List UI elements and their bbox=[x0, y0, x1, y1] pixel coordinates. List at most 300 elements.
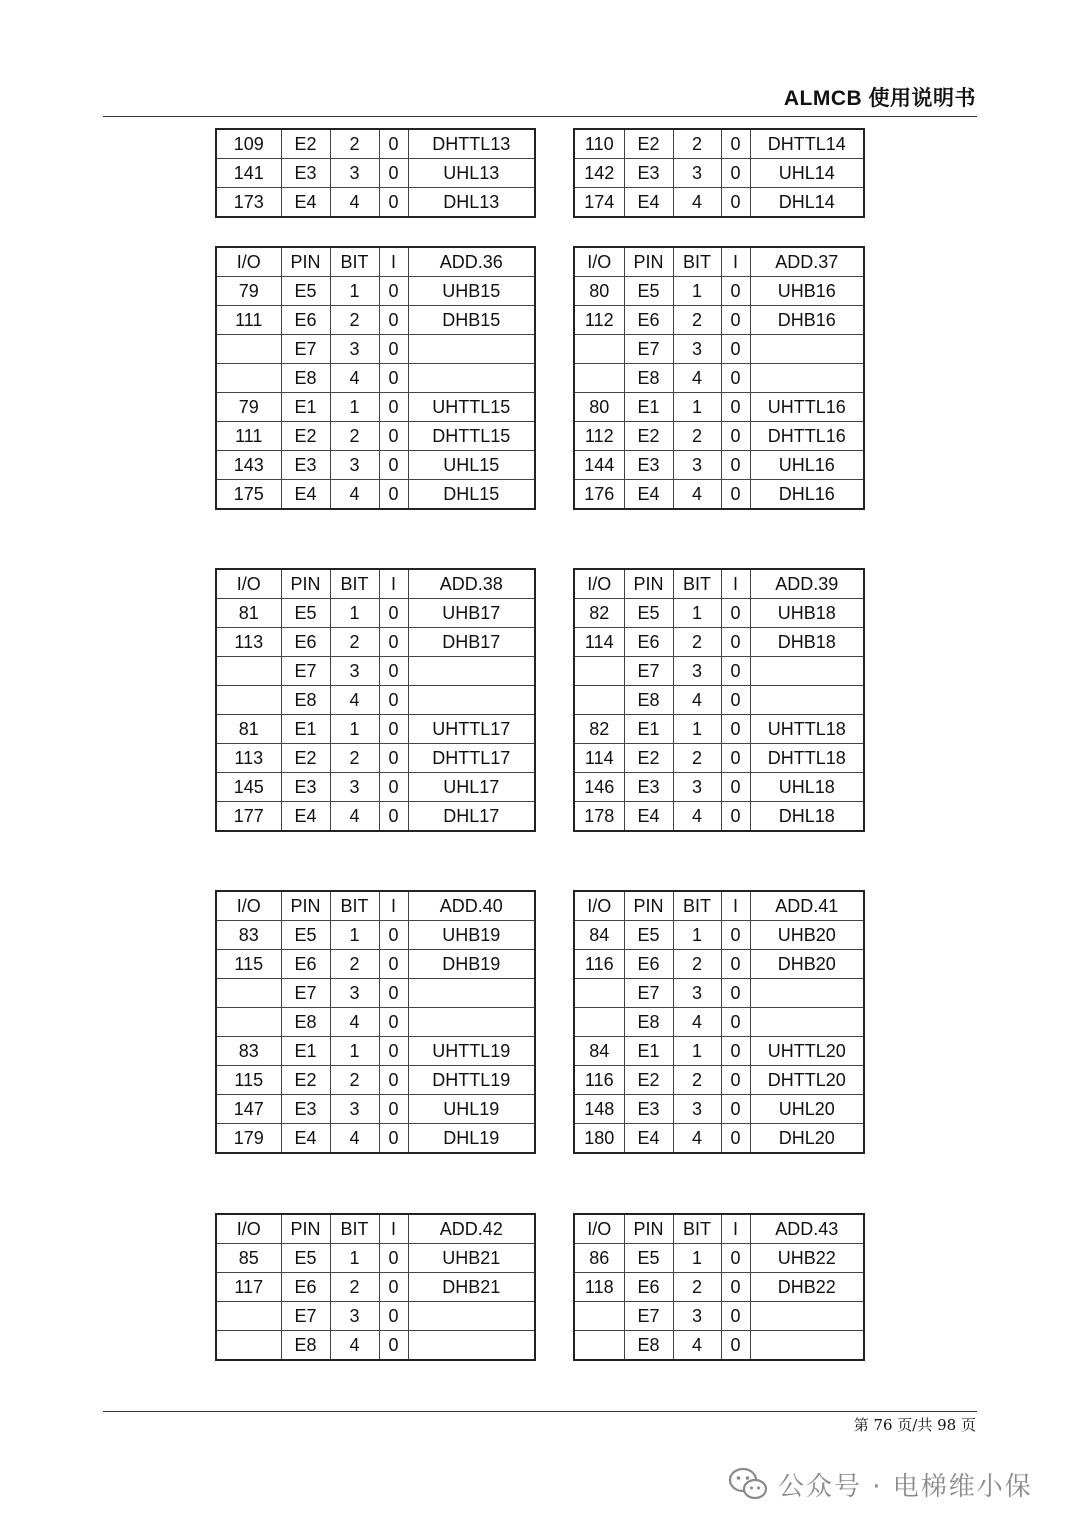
table-row bbox=[216, 422, 535, 451]
table-row bbox=[574, 129, 864, 159]
table-row bbox=[574, 628, 864, 657]
table-cell: 111 bbox=[216, 306, 281, 335]
table-cell: 0 bbox=[721, 277, 750, 306]
table-cell: UHL18 bbox=[750, 773, 864, 802]
table-cell: BIT bbox=[330, 569, 379, 599]
table-cell: DHTTL16 bbox=[750, 422, 864, 451]
table-cell: 114 bbox=[574, 744, 624, 773]
table-cell: E2 bbox=[624, 129, 673, 159]
table-cell bbox=[408, 1331, 535, 1361]
table-cell: 177 bbox=[216, 802, 281, 832]
table-cell: PIN bbox=[281, 247, 330, 277]
table-row bbox=[574, 950, 864, 979]
table-cell: 82 bbox=[574, 715, 624, 744]
table-cell: UHB20 bbox=[750, 921, 864, 950]
table-cell: E6 bbox=[281, 950, 330, 979]
table-cell: E5 bbox=[624, 599, 673, 628]
table-row bbox=[216, 802, 535, 832]
table-cell: 0 bbox=[721, 1273, 750, 1302]
table-cell: 111 bbox=[216, 422, 281, 451]
table-cell: UHB18 bbox=[750, 599, 864, 628]
table-cell: 4 bbox=[673, 1008, 721, 1037]
table-cell: 2 bbox=[673, 1066, 721, 1095]
table-cell: 4 bbox=[673, 802, 721, 832]
table-cell: E5 bbox=[624, 1244, 673, 1273]
table-cell: 148 bbox=[574, 1095, 624, 1124]
table-cell bbox=[216, 335, 281, 364]
table-cell: 2 bbox=[673, 1273, 721, 1302]
table-cell: E5 bbox=[624, 277, 673, 306]
table-row bbox=[574, 451, 864, 480]
table-cell: 81 bbox=[216, 715, 281, 744]
table-cell: 0 bbox=[379, 1273, 408, 1302]
table-cell: 2 bbox=[330, 129, 379, 159]
table-cell: 3 bbox=[673, 1302, 721, 1331]
table-cell: 115 bbox=[216, 1066, 281, 1095]
table-row bbox=[574, 657, 864, 686]
watermark bbox=[728, 1466, 1033, 1502]
table-cell: DHL15 bbox=[408, 480, 535, 510]
table-cell: 112 bbox=[574, 306, 624, 335]
table-cell: 0 bbox=[379, 1066, 408, 1095]
table-row bbox=[216, 1008, 535, 1037]
table-row bbox=[216, 480, 535, 510]
table-cell: 2 bbox=[330, 1273, 379, 1302]
table-cell: I bbox=[721, 891, 750, 921]
table-cell: BIT bbox=[673, 1214, 721, 1244]
table-cell: PIN bbox=[281, 569, 330, 599]
watermark-text: 公众号 · 电梯维小保 bbox=[778, 1471, 1033, 1502]
table-cell: PIN bbox=[281, 891, 330, 921]
table-cell: 174 bbox=[574, 188, 624, 218]
table-row bbox=[574, 773, 864, 802]
table-cell: DHB21 bbox=[408, 1273, 535, 1302]
table-cell: 0 bbox=[379, 277, 408, 306]
table-cell bbox=[408, 657, 535, 686]
table-row bbox=[574, 364, 864, 393]
table-cell: 142 bbox=[574, 159, 624, 188]
table-cell: DHTTL15 bbox=[408, 422, 535, 451]
table-row bbox=[216, 277, 535, 306]
table-cell: 4 bbox=[673, 480, 721, 510]
table-cell: DHL14 bbox=[750, 188, 864, 218]
table-cell: 81 bbox=[216, 599, 281, 628]
table-cell: DHB22 bbox=[750, 1273, 864, 1302]
table-cell: 0 bbox=[379, 393, 408, 422]
table-cell bbox=[574, 657, 624, 686]
table-cell: ADD.41 bbox=[750, 891, 864, 921]
table-cell: 84 bbox=[574, 1037, 624, 1066]
table-cell: ADD.43 bbox=[750, 1214, 864, 1244]
table-cell: 85 bbox=[216, 1244, 281, 1273]
table-cell: UHB21 bbox=[408, 1244, 535, 1273]
table-row bbox=[216, 628, 535, 657]
io-table-3 bbox=[215, 246, 536, 510]
table-cell bbox=[574, 979, 624, 1008]
table-row bbox=[216, 1331, 535, 1361]
table-row bbox=[574, 686, 864, 715]
table-cell: UHL16 bbox=[750, 451, 864, 480]
table-cell: 3 bbox=[330, 1302, 379, 1331]
table-cell bbox=[216, 686, 281, 715]
table-row bbox=[216, 364, 535, 393]
table-row bbox=[574, 1008, 864, 1037]
table-cell: UHTTL16 bbox=[750, 393, 864, 422]
table-cell: PIN bbox=[624, 247, 673, 277]
table-cell: DHL16 bbox=[750, 480, 864, 510]
table-cell: 1 bbox=[330, 599, 379, 628]
table-cell: 1 bbox=[673, 277, 721, 306]
table-cell: E3 bbox=[624, 1095, 673, 1124]
table-cell: 2 bbox=[330, 950, 379, 979]
table-cell: E2 bbox=[281, 1066, 330, 1095]
table-cell: 4 bbox=[330, 1008, 379, 1037]
table-row bbox=[216, 744, 535, 773]
table-cell: 178 bbox=[574, 802, 624, 832]
table-cell: 2 bbox=[673, 422, 721, 451]
table-cell: E2 bbox=[624, 744, 673, 773]
table-cell: 143 bbox=[216, 451, 281, 480]
table-cell: 1 bbox=[330, 1037, 379, 1066]
table-cell: 0 bbox=[721, 979, 750, 1008]
table-cell bbox=[750, 1331, 864, 1361]
table-cell bbox=[408, 1302, 535, 1331]
table-cell: 0 bbox=[721, 188, 750, 218]
table-row bbox=[574, 891, 864, 921]
header-rule bbox=[103, 116, 977, 117]
table-cell: E5 bbox=[281, 599, 330, 628]
table-cell: E8 bbox=[281, 1331, 330, 1361]
table-cell: DHB19 bbox=[408, 950, 535, 979]
table-cell: 0 bbox=[379, 802, 408, 832]
table-row bbox=[216, 451, 535, 480]
table-cell: 0 bbox=[379, 744, 408, 773]
table-cell: E4 bbox=[281, 802, 330, 832]
table-row bbox=[574, 921, 864, 950]
table-cell: E1 bbox=[624, 715, 673, 744]
table-cell: UHL14 bbox=[750, 159, 864, 188]
table-cell: 1 bbox=[330, 1244, 379, 1273]
io-table-2 bbox=[573, 128, 865, 218]
table-cell: 3 bbox=[330, 657, 379, 686]
table-cell: 0 bbox=[721, 364, 750, 393]
table-row bbox=[574, 277, 864, 306]
table-cell: 0 bbox=[379, 129, 408, 159]
table-cell: 115 bbox=[216, 950, 281, 979]
table-cell: E6 bbox=[624, 628, 673, 657]
table-row bbox=[574, 715, 864, 744]
io-table-6 bbox=[573, 568, 865, 832]
table-cell: E5 bbox=[281, 1244, 330, 1273]
table-cell bbox=[216, 657, 281, 686]
table-cell: 0 bbox=[721, 1066, 750, 1095]
table-row bbox=[574, 1095, 864, 1124]
table-cell: E8 bbox=[624, 1008, 673, 1037]
io-table-4 bbox=[573, 246, 865, 510]
table-cell: 4 bbox=[673, 188, 721, 218]
table-cell: 3 bbox=[673, 451, 721, 480]
table-cell: 0 bbox=[721, 628, 750, 657]
table-cell: 176 bbox=[574, 480, 624, 510]
table-cell: 4 bbox=[673, 686, 721, 715]
table-cell: 116 bbox=[574, 1066, 624, 1095]
table-cell: E3 bbox=[281, 159, 330, 188]
table-cell: ADD.38 bbox=[408, 569, 535, 599]
table-row bbox=[574, 1273, 864, 1302]
table-row bbox=[216, 188, 535, 218]
table-cell: 0 bbox=[379, 159, 408, 188]
table-cell: 3 bbox=[330, 773, 379, 802]
table-cell: BIT bbox=[673, 891, 721, 921]
table-cell: 3 bbox=[330, 335, 379, 364]
table-cell: E6 bbox=[624, 306, 673, 335]
table-cell: 1 bbox=[673, 1037, 721, 1066]
io-table-1 bbox=[215, 128, 536, 218]
table-cell: DHB16 bbox=[750, 306, 864, 335]
table-row bbox=[574, 1066, 864, 1095]
table-cell: 3 bbox=[330, 1095, 379, 1124]
io-table-8 bbox=[573, 890, 865, 1154]
table-cell: E5 bbox=[624, 921, 673, 950]
table-cell: 4 bbox=[330, 480, 379, 510]
table-cell: 0 bbox=[379, 1008, 408, 1037]
table-cell: UHL17 bbox=[408, 773, 535, 802]
table-cell bbox=[408, 364, 535, 393]
table-cell: E4 bbox=[624, 480, 673, 510]
table-cell: PIN bbox=[624, 1214, 673, 1244]
table-cell bbox=[216, 1331, 281, 1361]
table-cell: E3 bbox=[624, 451, 673, 480]
table-cell: 4 bbox=[330, 1331, 379, 1361]
table-cell: 0 bbox=[721, 921, 750, 950]
table-cell: 3 bbox=[673, 1095, 721, 1124]
table-cell: E7 bbox=[624, 657, 673, 686]
table-cell bbox=[216, 979, 281, 1008]
table-cell: 0 bbox=[721, 950, 750, 979]
table-cell: I bbox=[379, 569, 408, 599]
table-row bbox=[216, 773, 535, 802]
table-cell: 2 bbox=[330, 306, 379, 335]
table-row bbox=[574, 1214, 864, 1244]
table-row bbox=[216, 335, 535, 364]
table-row bbox=[216, 921, 535, 950]
table-cell: PIN bbox=[624, 891, 673, 921]
table-cell: 4 bbox=[330, 802, 379, 832]
table-row bbox=[216, 979, 535, 1008]
io-table-9 bbox=[215, 1213, 536, 1361]
table-cell: DHL17 bbox=[408, 802, 535, 832]
table-cell bbox=[216, 364, 281, 393]
page-header-title: ALMCB 使用说明书 bbox=[783, 87, 976, 110]
table-cell: DHL20 bbox=[750, 1124, 864, 1154]
table-row bbox=[216, 599, 535, 628]
table-cell: 0 bbox=[721, 306, 750, 335]
table-cell: 0 bbox=[379, 188, 408, 218]
table-cell: E5 bbox=[281, 277, 330, 306]
table-cell: 2 bbox=[330, 744, 379, 773]
table-cell: 173 bbox=[216, 188, 281, 218]
table-cell bbox=[216, 1302, 281, 1331]
table-cell bbox=[574, 1008, 624, 1037]
table-cell: I/O bbox=[216, 1214, 281, 1244]
table-cell: UHL20 bbox=[750, 1095, 864, 1124]
table-cell: 1 bbox=[673, 921, 721, 950]
table-cell: 110 bbox=[574, 129, 624, 159]
table-cell: E6 bbox=[281, 306, 330, 335]
table-row bbox=[216, 1244, 535, 1273]
table-cell: 112 bbox=[574, 422, 624, 451]
table-cell: 80 bbox=[574, 277, 624, 306]
table-cell bbox=[574, 364, 624, 393]
table-cell: I bbox=[721, 569, 750, 599]
table-cell: E4 bbox=[281, 1124, 330, 1154]
table-row bbox=[574, 802, 864, 832]
table-cell: 3 bbox=[673, 773, 721, 802]
table-cell: 0 bbox=[721, 802, 750, 832]
table-cell: 175 bbox=[216, 480, 281, 510]
table-cell: DHL18 bbox=[750, 802, 864, 832]
table-row bbox=[216, 393, 535, 422]
table-row bbox=[574, 569, 864, 599]
table-cell: 1 bbox=[673, 1244, 721, 1273]
table-cell: 0 bbox=[721, 159, 750, 188]
table-cell: 0 bbox=[721, 335, 750, 364]
table-cell: I/O bbox=[574, 569, 624, 599]
table-cell: 0 bbox=[379, 422, 408, 451]
table-cell: E2 bbox=[281, 422, 330, 451]
table-cell: 79 bbox=[216, 393, 281, 422]
table-row bbox=[574, 1124, 864, 1154]
table-row bbox=[216, 950, 535, 979]
table-cell: 0 bbox=[721, 1302, 750, 1331]
table-cell: I/O bbox=[216, 569, 281, 599]
table-row bbox=[216, 306, 535, 335]
table-cell: I/O bbox=[574, 891, 624, 921]
io-table-5 bbox=[215, 568, 536, 832]
table-cell: 0 bbox=[721, 1008, 750, 1037]
table-cell: 0 bbox=[379, 1124, 408, 1154]
table-row bbox=[216, 715, 535, 744]
table-cell: UHL15 bbox=[408, 451, 535, 480]
table-cell: 0 bbox=[721, 744, 750, 773]
table-cell: E6 bbox=[281, 628, 330, 657]
table-cell: UHL13 bbox=[408, 159, 535, 188]
table-cell: E4 bbox=[624, 188, 673, 218]
table-cell: E2 bbox=[624, 422, 673, 451]
table-row bbox=[574, 599, 864, 628]
table-row bbox=[574, 306, 864, 335]
table-cell: 2 bbox=[673, 950, 721, 979]
table-row bbox=[574, 1244, 864, 1273]
table-cell: 0 bbox=[379, 950, 408, 979]
table-cell: UHTTL20 bbox=[750, 1037, 864, 1066]
table-cell: ADD.36 bbox=[408, 247, 535, 277]
table-cell: 1 bbox=[330, 277, 379, 306]
table-cell: 2 bbox=[330, 628, 379, 657]
table-cell: 0 bbox=[721, 451, 750, 480]
table-cell: 0 bbox=[379, 773, 408, 802]
table-cell: 79 bbox=[216, 277, 281, 306]
table-cell: UHB19 bbox=[408, 921, 535, 950]
table-cell: BIT bbox=[673, 247, 721, 277]
table-cell: DHTTL14 bbox=[750, 129, 864, 159]
wechat-icon bbox=[728, 1467, 768, 1501]
table-cell: 109 bbox=[216, 129, 281, 159]
table-cell: 0 bbox=[721, 686, 750, 715]
table-cell: 0 bbox=[721, 715, 750, 744]
table-row bbox=[216, 247, 535, 277]
table-cell: E7 bbox=[281, 335, 330, 364]
table-row bbox=[216, 891, 535, 921]
table-cell: 145 bbox=[216, 773, 281, 802]
table-cell: 83 bbox=[216, 1037, 281, 1066]
table-row bbox=[216, 1273, 535, 1302]
table-cell: 0 bbox=[379, 1244, 408, 1273]
table-cell: I bbox=[379, 247, 408, 277]
table-cell: 141 bbox=[216, 159, 281, 188]
table-cell: BIT bbox=[330, 1214, 379, 1244]
table-cell: 0 bbox=[379, 1302, 408, 1331]
table-row bbox=[574, 247, 864, 277]
table-cell: 0 bbox=[721, 1331, 750, 1361]
table-cell: 0 bbox=[721, 129, 750, 159]
table-row bbox=[216, 129, 535, 159]
table-cell: E7 bbox=[624, 1302, 673, 1331]
table-cell: E4 bbox=[624, 1124, 673, 1154]
table-cell: E3 bbox=[281, 1095, 330, 1124]
table-cell: I/O bbox=[574, 1214, 624, 1244]
table-cell: 2 bbox=[673, 306, 721, 335]
table-cell: 0 bbox=[379, 451, 408, 480]
table-cell: 0 bbox=[721, 773, 750, 802]
table-cell: 1 bbox=[673, 599, 721, 628]
table-cell: 0 bbox=[721, 657, 750, 686]
table-cell: 4 bbox=[330, 188, 379, 218]
table-cell: 3 bbox=[673, 159, 721, 188]
table-cell: E2 bbox=[624, 1066, 673, 1095]
table-cell: E6 bbox=[624, 950, 673, 979]
table-cell: E7 bbox=[281, 657, 330, 686]
table-cell: ADD.42 bbox=[408, 1214, 535, 1244]
table-cell: 82 bbox=[574, 599, 624, 628]
io-table-10 bbox=[573, 1213, 865, 1361]
table-cell: 80 bbox=[574, 393, 624, 422]
table-cell: 0 bbox=[379, 628, 408, 657]
table-cell: E6 bbox=[281, 1273, 330, 1302]
table-cell: E5 bbox=[281, 921, 330, 950]
table-cell: UHL19 bbox=[408, 1095, 535, 1124]
table-cell: 4 bbox=[673, 1331, 721, 1361]
table-cell: 1 bbox=[330, 393, 379, 422]
table-cell: E8 bbox=[624, 1331, 673, 1361]
table-cell bbox=[574, 686, 624, 715]
table-row bbox=[216, 1037, 535, 1066]
table-cell: E4 bbox=[281, 188, 330, 218]
table-cell bbox=[750, 1008, 864, 1037]
table-row bbox=[216, 657, 535, 686]
table-cell bbox=[216, 1008, 281, 1037]
table-row bbox=[216, 1124, 535, 1154]
table-cell: UHB16 bbox=[750, 277, 864, 306]
table-row bbox=[574, 159, 864, 188]
table-row bbox=[216, 569, 535, 599]
table-cell: E1 bbox=[624, 1037, 673, 1066]
table-cell: ADD.37 bbox=[750, 247, 864, 277]
table-cell: 113 bbox=[216, 628, 281, 657]
table-cell: ADD.39 bbox=[750, 569, 864, 599]
table-cell: 0 bbox=[379, 657, 408, 686]
table-cell: E4 bbox=[624, 802, 673, 832]
